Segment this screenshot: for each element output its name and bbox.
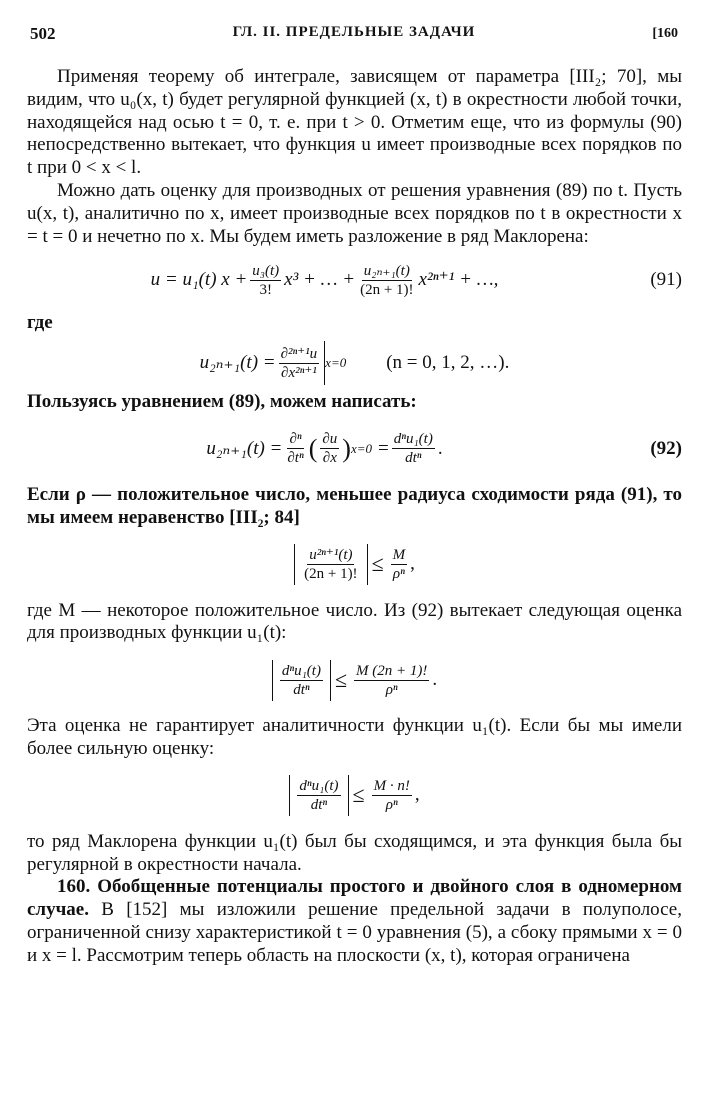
ineq2-rhs-num: M (2n + 1)!	[356, 662, 428, 679]
eq92-frac2-num: ∂u	[322, 431, 338, 448]
eqdef-eval: x=0	[325, 354, 347, 370]
eq92-frac3-num: dⁿu₁(t)	[393, 431, 433, 448]
eqdef-range: (n = 0, 1, 2, …).	[386, 351, 510, 373]
ineq2-abs	[272, 660, 331, 701]
ineq3-abs	[289, 775, 348, 816]
chapter-title: ГЛ. II. ПРЕДЕЛЬНЫЕ ЗАДАЧИ	[232, 24, 476, 40]
eq91-frac1-num: u₃(t)	[252, 262, 280, 279]
eq92-frac3	[392, 430, 435, 467]
paragraph-8	[27, 876, 682, 967]
equation-92: u₂ₙ₊₁(t) = $\frac{\text{∂ⁿ}}{\text{∂tⁿ}}$ ( $\frac{\partial u}{\partial x}$ ) x=0 = dⁿu₁(t) dtⁿ . (92)	[27, 414, 682, 484]
eq92-frac2	[320, 430, 339, 467]
eqdef-lhs: u₂ₙ₊₁(t) =	[199, 351, 276, 373]
ineq2-num: dⁿu₁(t)	[281, 662, 321, 679]
eq91-frac1-den: 3!	[259, 281, 272, 298]
page-body	[27, 66, 682, 968]
ineq1-leq: ≤	[371, 551, 384, 577]
eq91-lhs: u = u₁(t) x +	[150, 268, 248, 290]
paragraph-8-text: В [152] мы изложили решение предельной задачи в полуполосе, ограниченной снизу характеристикой t = 0 уравнения (5), а сбоку прямыми x = 0 и x = l. Рассмотрим теперь область на плоскости (x, t), которая ограничена	[27, 899, 682, 966]
paragraph-4: Если ρ — положительное число, меньшее радиуса сходимости ряда (91), то мы имеем неравенство [III₂; 84]	[27, 483, 682, 528]
ineq1-den: (2n + 1)!	[304, 566, 358, 583]
paragraph-5: где M — некоторое положительное число. Из (92) вытекает следующая оценка для производных функции u₁(t):	[27, 599, 682, 644]
ineq2-rhs	[354, 662, 429, 699]
eq92-frac1	[285, 430, 305, 467]
running-header	[30, 20, 678, 48]
ineq3-frac	[297, 777, 340, 814]
eq92-number: (92)	[650, 437, 682, 459]
inequality-2: dⁿu₁(t) dtⁿ ≤ $\frac{M (2n + 1)!}{\text{ρⁿ}}$ .	[27, 645, 682, 715]
paragraph-where: где	[27, 312, 53, 334]
ineq1-abs	[294, 544, 367, 585]
ineq1-rhs-den: ρⁿ	[392, 566, 405, 583]
ineq3-rhs-num: M · n!	[373, 778, 410, 795]
section-heading: 160. Обобщенные потенциалы простого и двойного слоя в одномерном случае.	[27, 876, 682, 921]
eq91-frac2	[358, 262, 415, 299]
equation-definition	[27, 335, 682, 391]
ineq2-leq: ≤	[334, 666, 348, 692]
ineq3-den: dtⁿ	[310, 797, 328, 814]
ineq2-den: dtⁿ	[293, 681, 310, 698]
eq92-frac1-den: ∂tⁿ	[287, 450, 304, 467]
ineq2-rhs-den: ρⁿ	[385, 681, 398, 698]
paragraph-6: Эта оценка не гарантирует аналитичности функции u₁(t). Если бы мы имели более сильную оценку:	[27, 715, 682, 759]
paragraph-7: то ряд Маклорена функции u₁(t) был бы сходящимся, и эта функция была бы регулярной в окрестности начала.	[27, 830, 682, 875]
paragraph-1: Применяя теорему об интеграле, зависящем от параметра [III₂; 70], мы видим, что u₀(x, t) будет регулярной функцией (x, t) в окрестности любой точки, находящейся над осью t = 0, т. е. при t > 0. Отметим еще, что из формулы (90) непосредственно вытекает, что функция u имеет производные всех порядков по t при 0 < x < l.	[27, 66, 682, 179]
eq92-paren-close: )	[342, 433, 351, 463]
eq92-paren-open: (	[308, 433, 318, 463]
paragraph-3: Пользуясь уравнением (89), можем написать:	[27, 391, 417, 413]
eq92-frac1-num: ∂ⁿ	[289, 431, 302, 448]
ineq1-frac	[302, 546, 359, 583]
eq91-frac1	[250, 262, 281, 299]
page-number: 502	[30, 24, 56, 43]
paragraph-2: Можно дать оценку для производных от решения уравнения (89) по t. Пусть u(x, t), аналитично по x, имеет производные всех порядков по t в окрестности x = t = 0 и нечетно по x. Мы будем иметь разложение в ряд Маклорена:	[27, 179, 682, 247]
ineq2-frac	[280, 662, 323, 699]
ineq3-rhs-den: ρⁿ	[385, 797, 398, 814]
section-number: [160	[652, 26, 678, 41]
eqdef-frac	[279, 345, 320, 382]
eq91-number: (91)	[650, 268, 682, 290]
eq91-frac2-den: (2n + 1)!	[360, 281, 414, 298]
eqdef-frac-den: ∂x²ⁿ⁺¹	[281, 364, 317, 381]
ineq3-num: dⁿu₁(t)	[299, 778, 339, 795]
inequality-3: dⁿu₁(t) dtⁿ ≤ $\frac{M \cdot n!}{\text{ρⁿ}}$ ,	[27, 761, 682, 831]
eq92-frac3-den: dtⁿ	[405, 450, 422, 467]
eq92-frac2-den: ∂x	[322, 450, 337, 467]
eqdef-frac-num: ∂²ⁿ⁺¹u	[280, 345, 318, 362]
inequality-1: $\frac{\text{u²ⁿ⁺¹(t)}}{(2n + 1)!}$ ≤ $\frac{M}{\text{ρⁿ}}$ ,	[27, 530, 682, 600]
eq91-tail: x²ⁿ⁺¹ + …,	[418, 268, 499, 290]
equation-91	[27, 248, 682, 312]
ineq1-rhs	[391, 546, 408, 583]
ineq3-rhs	[372, 777, 412, 814]
eq92-eval: x=0	[350, 440, 372, 456]
eq91-frac2-num: u₂ₙ₊₁(t)	[363, 262, 410, 279]
eq92-lhs: u₂ₙ₊₁(t) =	[206, 437, 283, 459]
ineq1-num: u²ⁿ⁺¹(t)	[309, 547, 353, 564]
ineq3-leq: ≤	[352, 782, 365, 808]
ineq1-rhs-num: M	[392, 547, 406, 564]
eq91-mid: x³ + … +	[284, 268, 356, 290]
